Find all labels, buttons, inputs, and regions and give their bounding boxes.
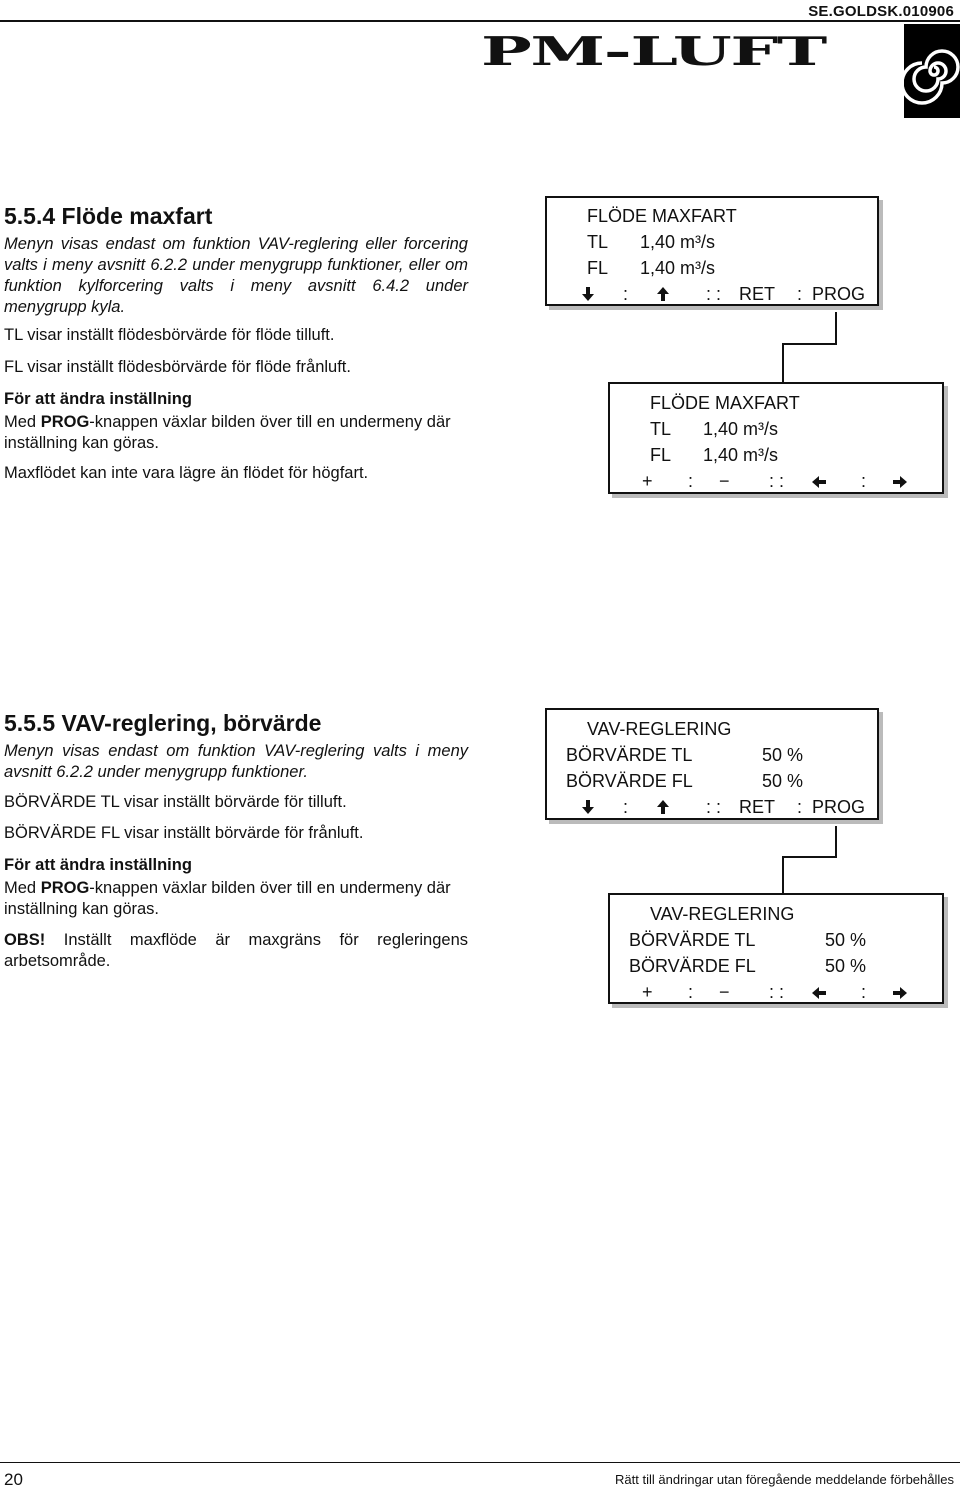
lcd-title: FLÖDE MAXFART (587, 206, 737, 226)
key-minus: − (719, 982, 730, 1002)
lcd-fl-label: FL (650, 445, 672, 465)
key-separator: : (623, 284, 629, 304)
key-separator: : (688, 982, 694, 1002)
lcd-flode-maxfart-edit (608, 382, 944, 494)
section-intro: Menyn visas endast om funktion VAV-reglering valts i meny avsnitt 6.2.2 under menygrupp funktioner. (4, 742, 468, 781)
lcd-borvarde-fl-value: 50 % (762, 771, 804, 791)
key-ret: RET (739, 284, 775, 304)
arrow-up-icon (655, 286, 671, 302)
lcd-fl-value: 1,40 m³/s (640, 258, 716, 278)
lcd-title: VAV-REGLERING (587, 719, 732, 739)
arrow-left-icon (811, 985, 827, 1001)
lcd-flode-maxfart-main (545, 196, 879, 306)
tl-description: TL visar inställt flödesbörvärde för flöde tilluft. (4, 326, 335, 344)
lcd-vav-reglering-edit (608, 893, 944, 1004)
lcd-borvarde-tl-label: BÖRVÄRDE TL (629, 930, 756, 950)
connector-line (835, 312, 837, 345)
key-separator: : : (706, 797, 722, 817)
key-separator: : : (769, 471, 785, 491)
lcd-borvarde-fl-label: BÖRVÄRDE FL (566, 771, 693, 791)
page-number: 20 (4, 1470, 23, 1489)
lcd-tl-value: 1,40 m³/s (640, 232, 716, 252)
lcd-fl-value: 1,40 m³/s (703, 445, 779, 465)
key-separator: : (688, 471, 694, 491)
header-rule (0, 20, 960, 22)
obs-keyword: OBS! (4, 931, 46, 949)
key-separator: : (797, 797, 803, 817)
fl-description: FL visar inställt flödesbörvärde för flöde frånluft. (4, 358, 351, 376)
connector-line (835, 826, 837, 858)
arrow-down-icon (580, 799, 596, 815)
lcd-tl-label: TL (650, 419, 672, 439)
connector-line (782, 856, 837, 858)
arrow-down-icon (580, 286, 596, 302)
lcd-borvarde-tl-value: 50 % (825, 930, 867, 950)
key-separator: : (797, 284, 803, 304)
lcd-vav-reglering-main (545, 708, 879, 820)
prog-instruction: Med PROG-knappen växlar bilden över till en undermeny där inställning kan göras. (4, 879, 451, 918)
connector-line (782, 856, 784, 893)
lcd-borvarde-fl-label: BÖRVÄRDE FL (629, 956, 756, 976)
change-setting-heading: För att ändra inställning (4, 856, 192, 874)
key-minus: − (719, 471, 730, 491)
lcd-title: VAV-REGLERING (650, 904, 795, 924)
obs-note: OBS! Inställt maxflöde är maxgräns för regleringens arbetsområde. (4, 931, 468, 970)
key-separator: : (861, 471, 867, 491)
footer-rule (0, 1462, 960, 1463)
lcd-borvarde-fl-value: 50 % (825, 956, 867, 976)
lcd-title: FLÖDE MAXFART (650, 393, 800, 413)
key-prog: PROG (812, 797, 866, 817)
section-title-flode-maxfart: 5.5.4 Flöde maxfart (4, 203, 213, 229)
key-separator: : (623, 797, 629, 817)
lcd-borvarde-tl-value: 50 % (762, 745, 804, 765)
key-plus: + (642, 471, 653, 491)
section-intro: Menyn visas endast om funktion VAV-reglering eller forcering valts i meny avsnitt 6.2.2 under menygrupp funktioner, eller om funktion kylforcering valts i meny avsnitt 6.4.2 under menygrupp kyla. (4, 235, 468, 316)
arrow-up-icon (655, 799, 671, 815)
lcd-fl-label: FL (587, 258, 609, 278)
borvarde-fl-description: BÖRVÄRDE FL visar inställt börvärde för frånluft. (4, 824, 364, 842)
key-plus: + (642, 982, 653, 1002)
connector-line (782, 343, 837, 345)
brand-logo-text: PM-LUFT (481, 28, 826, 75)
footer-disclaimer: Rätt till ändringar utan föregående meddelande förbehålles (615, 1472, 954, 1487)
spiral-logo-icon (904, 24, 960, 118)
arrow-right-icon (892, 985, 908, 1001)
document-code: SE.GOLDSK.010906 (808, 3, 954, 20)
lcd-tl-value: 1,40 m³/s (703, 419, 779, 439)
connector-line (782, 343, 784, 382)
section-title-vav-reglering: 5.5.5 VAV-reglering, börvärde (4, 710, 322, 736)
key-separator: : (861, 982, 867, 1002)
prog-keyword: PROG (40, 413, 90, 431)
key-ret: RET (739, 797, 775, 817)
maxflow-note: Maxflödet kan inte vara lägre än flödet för högfart. (4, 464, 369, 482)
lcd-borvarde-tl-label: BÖRVÄRDE TL (566, 745, 693, 765)
key-prog: PROG (812, 284, 866, 304)
lcd-tl-label: TL (587, 232, 609, 252)
arrow-left-icon (811, 474, 827, 490)
arrow-right-icon (892, 474, 908, 490)
key-separator: : : (706, 284, 722, 304)
prog-keyword: PROG (40, 879, 90, 897)
borvarde-tl-description: BÖRVÄRDE TL visar inställt börvärde för tilluft. (4, 793, 347, 811)
change-setting-heading: För att ändra inställning (4, 390, 192, 408)
prog-instruction: Med PROG-knappen växlar bilden över till en undermeny där inställning kan göras. (4, 413, 451, 452)
key-separator: : : (769, 982, 785, 1002)
